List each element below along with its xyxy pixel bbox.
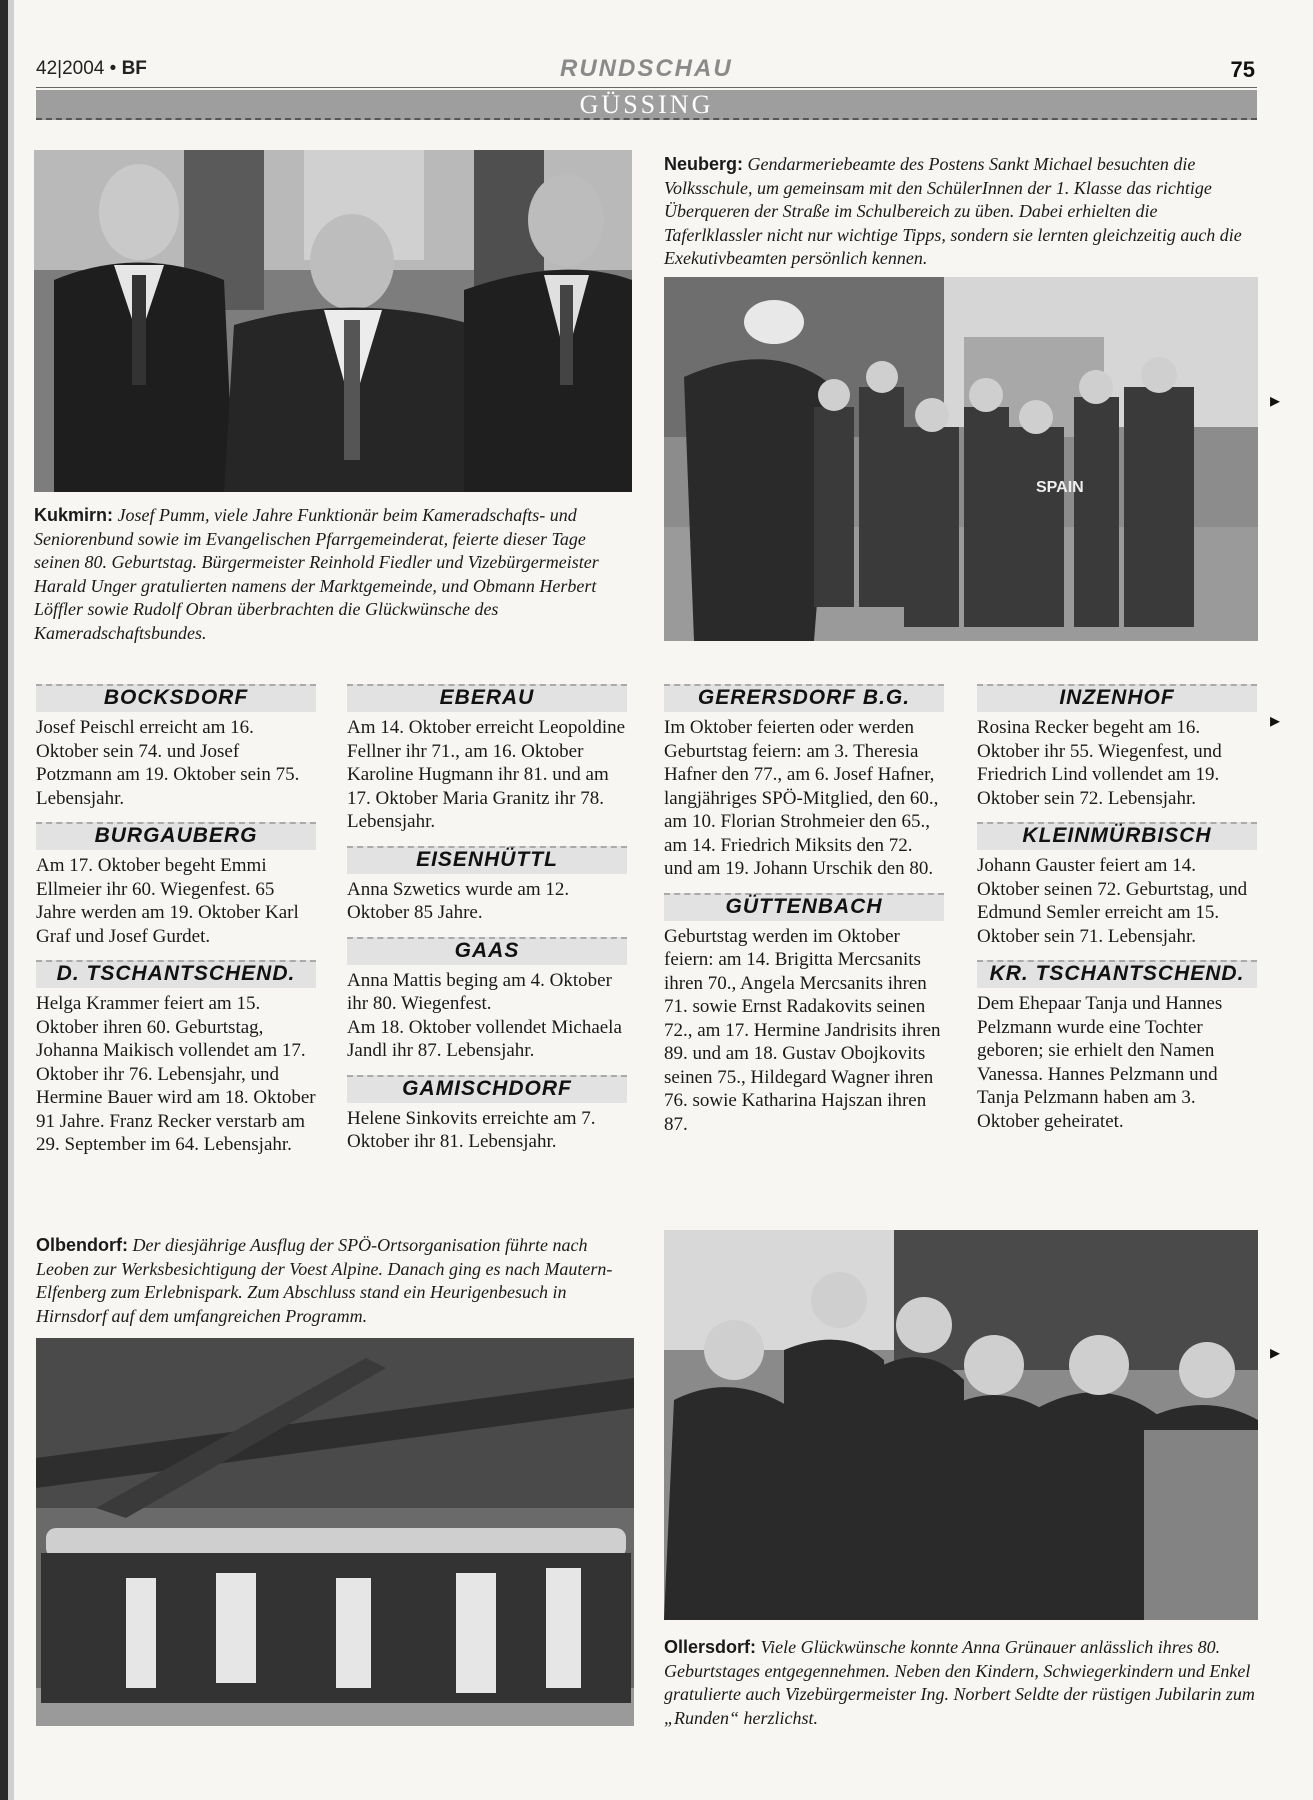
col-text: Johann Gauster feiert am 14. Oktober seinen 72. Geburtstag, und Edmund Semler erreicht am 15. Oktober sein 71. Lebensjahr. [977,855,1248,947]
place-heading: GERERSDORF B.G. [697,686,911,709]
caption-text: Josef Pumm, viele Jahre Funktionär beim Kameradschafts- und Seniorenbund sowie im Evangelischen Pfarrgemeinderat, feierte dieser Tage seinen 80. Geburtstag. Bürgermeister Reinhold Fiedler und Vizebürgermeister Harald Unger gratulierten namens der Marktgemeinde, und Obmann Herbert Löffler sowie Rudolf Obran überbrachten die Glückwünsche des Kameradschaftsbundes. [34,505,599,643]
col-text: Anna Szwetics wurde am 12. Oktober 85 Jahre. [347,878,570,923]
col-head [36,956,316,988]
photo-neuberg [664,277,1258,641]
col-text: Helga Krammer feiert am 15. Oktober ihren 60. Geburtstag, Johanna Maikisch vollendet am 17. Oktober ihr 76. Lebensjahr, und Hermine Bauer wird am 18. Oktober 91 Jahre. Franz Recker verstarb am 29. September im 64. Lebensjahr. [36,993,316,1155]
col-text: Am 17. Oktober begeht Emmi Ellmeier ihr 60. Wiegenfest. 65 Jahre werden am 19. Oktober Karl Graf und Josef Gurdet. [36,855,299,947]
column-2 [347,680,627,1162]
photo-kukmirn [34,150,632,492]
col-text: Rosina Recker begeht am 16. Oktober ihr 55. Wiegenfest, und Friedrich Lind vollendet am 19. Oktober sein 72. Lebensjahr. [977,717,1222,809]
place-heading: BOCKSDORF [103,686,249,709]
scan-edge [0,0,8,1800]
margin-arrow: ▸ [1270,390,1281,412]
rubric-title: RUNDSCHAU [560,55,733,82]
col-text: Helene Sinkovits erreichte am 7. Oktober ihr 81. Lebensjahr. [347,1107,596,1152]
column-4 [977,680,1257,1141]
caption-text: Viele Glückwünsche konnte Anna Grünauer anlässlich ihres 80. Geburtstages entgegennehmen. Neben den Kindern, Schwiegerkindern und Enkel gratulierte auch Vizebürgermeister Ing. Norbert Seldte der rüstigen Jubilarin zum „Runden“ herzlichst. [664,1637,1255,1728]
col-head [347,933,627,965]
photo-olbendorf [36,1338,634,1726]
issue-number: 42|2004 [36,58,105,79]
col-head [36,818,316,850]
caption-text: Der diesjährige Ausflug der SPÖ-Ortsorganisation führte nach Leoben zur Werksbesichtigung der Voest Alpine. Danach ging es nach Mautern-Elfenberg zum Erlebnispark. Zum Abschluss stand ein Heurigenbesuch in Hirnsdorf auf dem umfangreichen Programm. [36,1235,613,1326]
paper-name: BF [121,58,147,79]
place-heading: GAAS [454,938,520,962]
caption-ollersdorf [664,1636,1264,1730]
col-head [347,842,627,874]
bullet: • [109,58,117,79]
place-heading: D. TSCHANTSCHEND. [56,962,296,985]
caption-olbendorf [36,1234,636,1328]
col-text: Im Oktober feierten oder werden Geburtstag feiern: am 3. Theresia Hafner den 77., am 6. Josef Hafner, langjähriges SPÖ-Mitglied, den 60., am 10. Florian Strohmeier den 65., am 14. Friedrich Miksits den 72. und am 19. Johann Urschik den 80. [664,717,939,879]
photo-kukmirn-art [34,150,632,492]
issue-info [36,58,147,80]
place-heading: EISENHÜTTL [416,847,558,871]
col-text: Josef Peischl erreicht am 16. Oktober sein 74. und Josef Potzmann am 19. Oktober sein 75. Lebensjahr. [36,717,300,809]
place-heading: INZENHOF [1059,686,1175,709]
place-heading: GÜTTENBACH [725,894,883,918]
col-text: Dem Ehepaar Tanja und Hannes Pelzmann wurde eine Tochter geboren; sie erhielt den Namen Vanessa. Hannes Pelzmann und Tanja Pelzmann haben am 3. Oktober geheiratet. [977,993,1223,1132]
caption-text: Gendarmeriebeamte des Postens Sankt Michael besuchten die Volksschule, um gemeinsam mit den SchülerInnen der 1. Klasse das richtige Überqueren der Straße im Schulbereich zu üben. Dabei erhielten die Taferlklassler nicht nur wichtige Tipps, sondern sie lernten gleichzeitig auch die Exekutivbeamten persönlich kennen. [664,154,1242,268]
header-rule [36,87,1257,88]
photo-jacket-text: SPAIN [1036,479,1084,496]
col-text: Anna Mattis beging am 4. Oktober ihr 80. Wiegenfest. Am 18. Oktober vollendet Michaela Jandl ihr 87. Lebensjahr. [347,969,622,1061]
scan-edge-shadow [8,0,14,1800]
place-heading: EBERAU [439,686,535,709]
column-1 [36,680,316,1165]
caption-kukmirn [34,504,634,645]
col-text: Geburtstag werden im Oktober feiern: am 14. Brigitta Mercsanits ihren 70., Angela Mercsanits ihren 71. sowie Ernst Radakovits seinen 72., am 17. Hermine Jandrisits ihren 89. und am 18. Gustav Obojkovits seinen 75., Hildegard Wagner ihren 76. sowie Katharina Hajszan ihren 87. [664,925,941,1135]
margin-arrow: ▸ [1270,1342,1281,1364]
col-head [664,889,944,921]
section-title: GÜSSING [579,90,714,119]
col-head [664,680,944,712]
place-heading: KR. TSCHANTSCHEND. [989,962,1245,985]
col-text: Am 14. Oktober erreicht Leopoldine Fellner ihr 71., am 16. Oktober Karoline Hugmann ihr 81. und am 17. Oktober Maria Granitz ihr 78. Lebensjahr. [347,717,626,832]
caption-place: Olbendorf: [36,1235,128,1255]
page-number: 75 [1230,57,1255,82]
col-head [36,680,316,712]
place-heading: KLEINMÜRBISCH [1022,824,1212,847]
caption-place: Ollersdorf: [664,1637,757,1657]
col-head [977,818,1257,850]
place-heading: GAMISCHDORF [402,1076,572,1100]
margin-arrow: ▸ [1270,710,1281,732]
col-head [977,956,1257,988]
col-head [347,1071,627,1103]
photo-ollersdorf [664,1230,1258,1620]
caption-neuberg [664,153,1259,271]
col-head [347,680,627,712]
place-heading: BURGAUBERG [94,824,258,847]
caption-place: Kukmirn: [34,505,114,525]
column-3 [664,680,944,1144]
caption-place: Neuberg: [664,154,744,174]
col-head [977,680,1257,712]
